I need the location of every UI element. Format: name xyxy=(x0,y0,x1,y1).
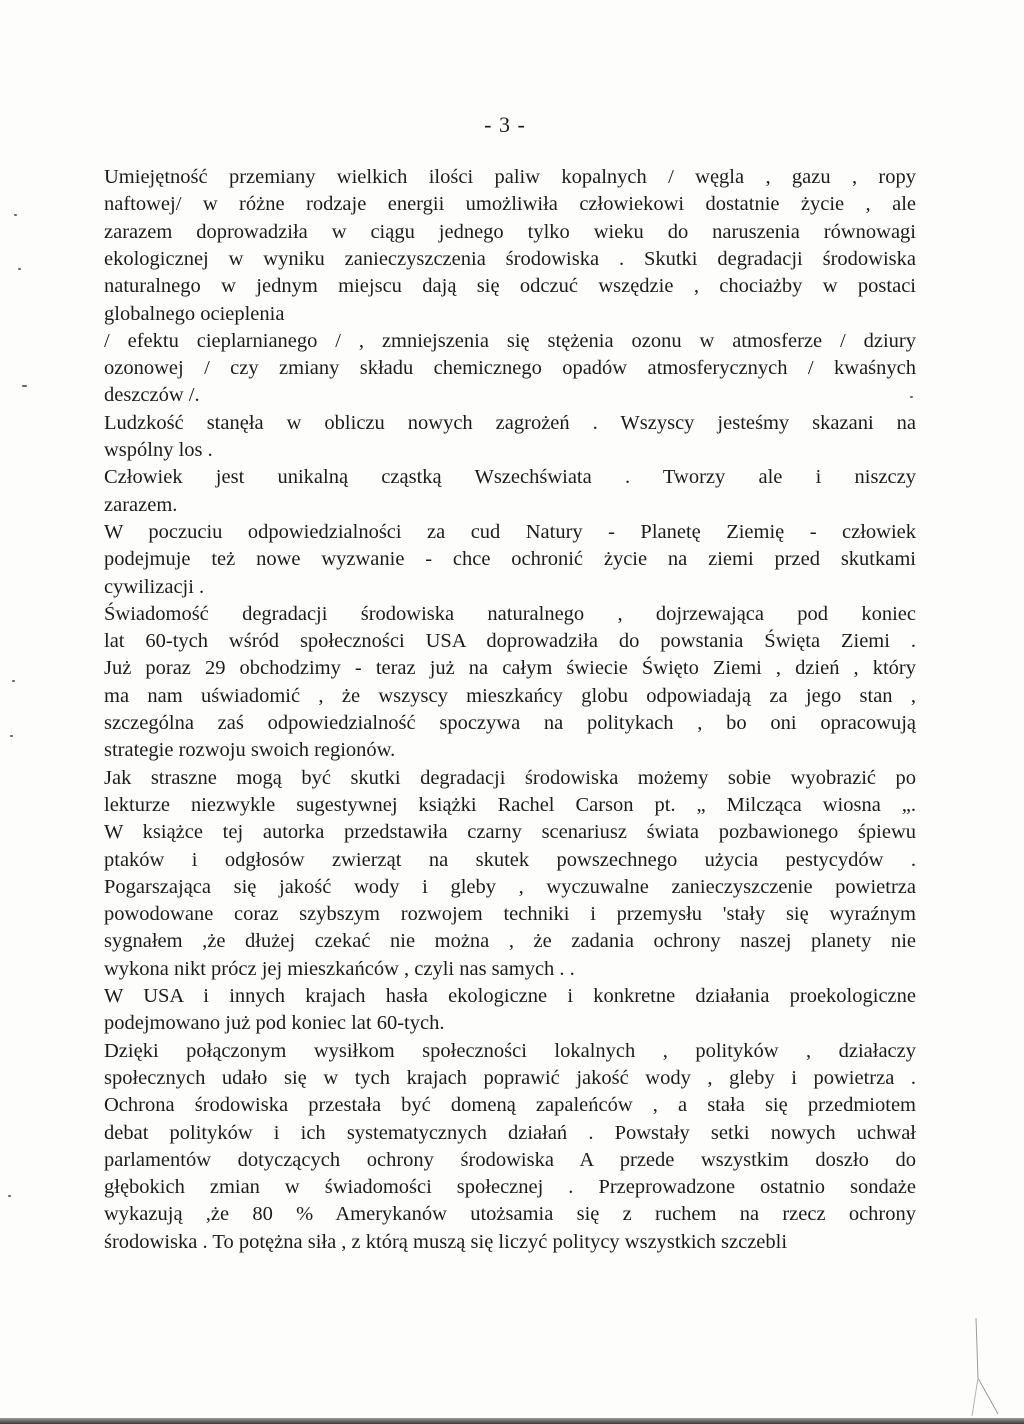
text-line: W USA i innych krajach hasła ekologiczne i konkretne działania proekologiczne xyxy=(104,985,916,1007)
text-line: Umiejętność przemiany wielkich ilości paliw kopalnych / węgla , gazu , ropy xyxy=(104,166,916,188)
text-line: środowiska . To potężna siła , z którą muszą się liczyć politycy wszystkich szczebli xyxy=(104,1230,788,1253)
text-line: lat 60-tych wśród społeczności USA doprowadziła do powstania Święta Ziemi . xyxy=(104,630,916,653)
text-line: parlamentów dotyczących ochrony środowiska A przede wszystkim doszło do xyxy=(104,1148,916,1171)
text-line: W poczuciu odpowiedzialności za cud Natury - Planetę Ziemię - człowiek xyxy=(104,520,916,543)
scan-speck xyxy=(12,680,15,682)
text-line: powodowane coraz szybszym rozwojem techniki i przemysłu 'stały się wyraźnym xyxy=(104,903,916,926)
text-line: cywilizacji . xyxy=(104,575,205,598)
scan-speck xyxy=(8,1195,11,1197)
text-line: ptaków i odgłosów zwierząt na skutek powszechnego użycia pestycydów . xyxy=(104,848,916,871)
text-line: Świadomość degradacji środowiska naturalnego , dojrzewająca pod koniec xyxy=(104,602,916,625)
scan-speck xyxy=(14,214,17,216)
text-line: Pogarszająca się jakość wody i gleby , wyczuwalne zanieczyszczenie powietrza xyxy=(104,875,916,898)
text-line: podejmuje też nowe wyzwanie - chce ochronić życie na ziemi przed skutkami xyxy=(104,548,916,571)
scan-speck xyxy=(910,396,913,398)
text-line: Już poraz 29 obchodzimy - teraz już na całym świecie Święto Ziemi , dzień , który xyxy=(104,657,916,680)
scan-speck xyxy=(18,268,21,270)
text-line: zarazem. xyxy=(104,493,178,516)
text-line: debat polityków i ich systematycznych działań . Powstały setki nowych uchwał xyxy=(104,1121,916,1144)
text-line: lekturze niezwykle sugestywnej książki Rachel Carson pt. „ Milcząca wiosna „. xyxy=(104,793,916,816)
text-line: wspólny los . xyxy=(104,439,213,461)
text-line: Jak straszne mogą być skutki degradacji środowiska możemy sobie wyobrazić po xyxy=(104,766,916,789)
text-line: ma nam uświadomić , że wszyscy mieszkańcy globu odpowiadają za jego stan , xyxy=(104,684,916,707)
text-line: zarazem doprowadziła w ciągu jednego tylko wieku do naruszenia równowagi xyxy=(104,220,916,243)
text-line: / efektu cieplarnianego / , zmniejszenia się stężenia ozonu w atmosferze / dziury xyxy=(104,329,916,352)
text-line: wykazują ,że 80 % Amerykanów utożsamia się z ruchem na rzecz ochrony xyxy=(104,1203,916,1226)
text-line: szczególna zaś odpowiedzialność spoczywa na politykach , bo oni opracowują xyxy=(104,712,916,734)
text-line: społecznych udało się w tych krajach poprawić jakość wody , gleby i powietrza . xyxy=(104,1066,916,1089)
text-line: W książce tej autorka przedstawiła czarny scenariusz świata pozbawionego śpiewu xyxy=(104,821,916,844)
paper-crease xyxy=(968,1318,1008,1418)
text-line: globalnego ocieplenia xyxy=(104,302,285,325)
text-line: sygnałem ,że dłużej czekać nie można , że zadania ochrony naszej planety nie xyxy=(104,930,916,953)
text-line: Ludzkość stanęła w obliczu nowych zagrożeń . Wszyscy jesteśmy skazani na xyxy=(104,411,916,434)
text-line: Dzięki połączonym wysiłkom społeczności lokalnych , polityków , działaczy xyxy=(104,1039,916,1062)
text-line: naturalnego w jednym miejscu dają się odczuć wszędzie , chociażby w postaci xyxy=(104,275,916,298)
text-line: ekologicznej w wyniku zanieczyszczenia środowiska . Skutki degradacji środowiska xyxy=(104,247,916,270)
text-line: Ochrona środowiska przestała być domeną zapaleńców , a stała się przedmiotem xyxy=(104,1094,916,1117)
text-line: ozonowej / czy zmiany składu chemicznego opadów atmosferycznych / kwaśnych xyxy=(104,357,916,380)
text-line: deszczów /. xyxy=(104,384,200,407)
scan-speck xyxy=(10,735,13,737)
text-line: Człowiek jest unikalną cząstką Wszechświata . Tworzy ale i niszczy xyxy=(104,466,916,489)
text-line: wykona nikt prócz jej mieszkańców , czyli nas samych . . xyxy=(104,957,575,980)
text-line: głębokich zmian w świadomości społecznej . Przeprowadzone ostatnio sondaże xyxy=(104,1176,916,1199)
text-line: strategie rozwoju swoich regionów. xyxy=(104,739,396,762)
text-line: podejmowano już pod koniec lat 60-tych. xyxy=(104,1012,445,1035)
page-number: - 3 - xyxy=(484,112,526,137)
text-line: naftowej/ w różne rodzaje energii umożliwiła człowiekowi dostatnie życie , ale xyxy=(104,193,916,216)
scan-bottom-edge xyxy=(0,1418,1024,1424)
scan-speck xyxy=(22,385,27,387)
